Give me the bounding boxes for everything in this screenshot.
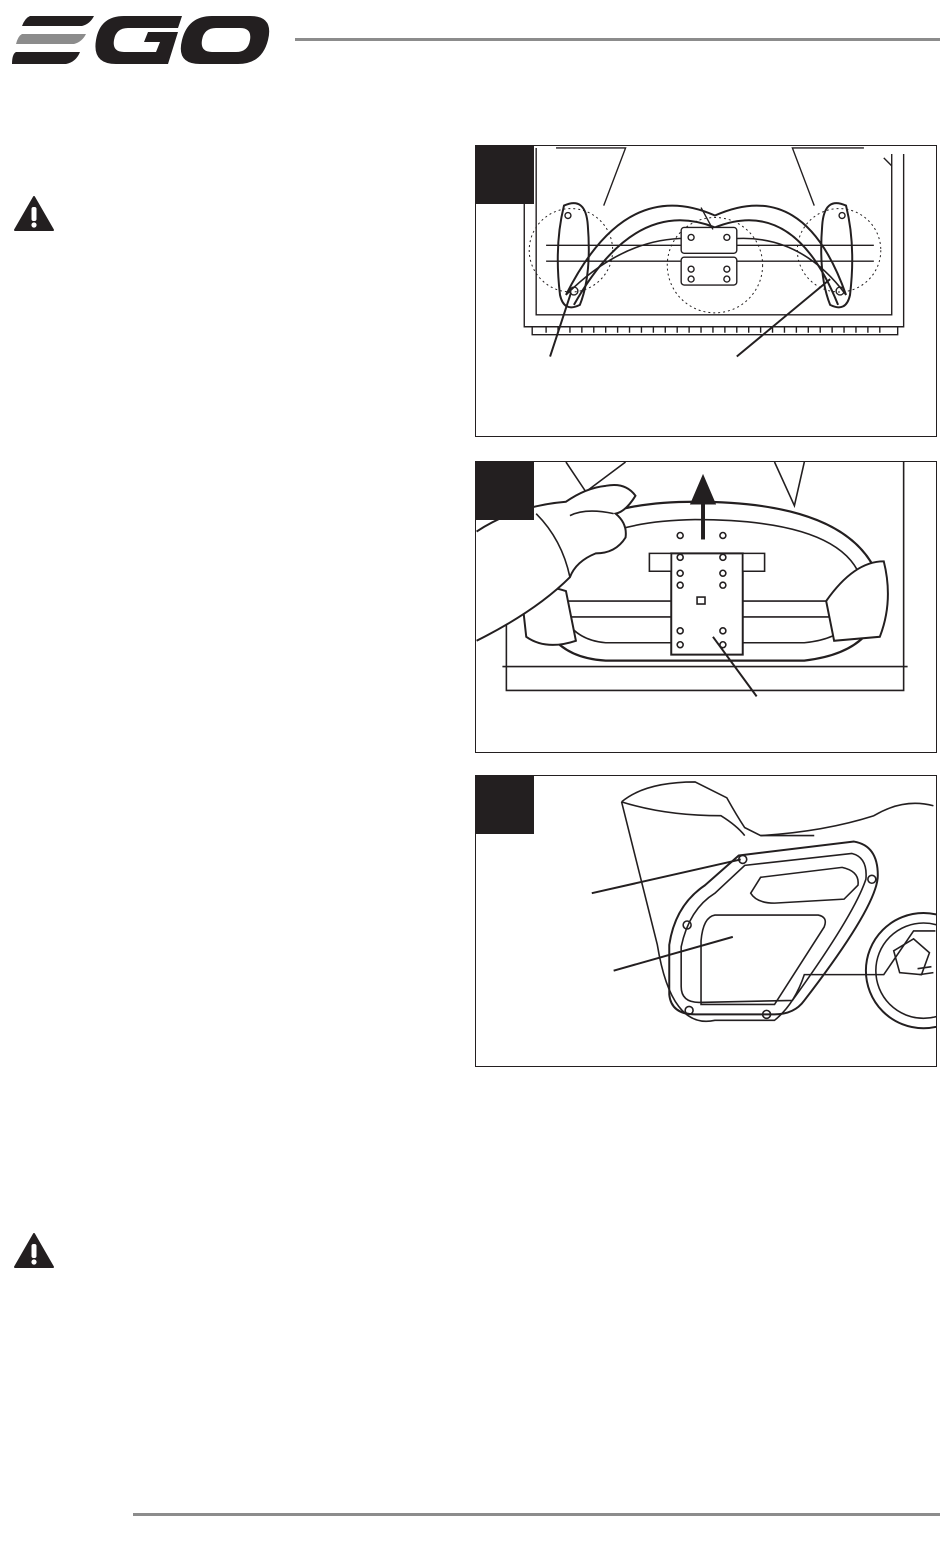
ego-logo [12,10,270,70]
footer-rule [133,1513,940,1516]
warning-triangle-icon [13,195,55,233]
side-cover-illustration [476,776,936,1066]
warning-triangle-icon [13,1232,55,1270]
lift-paddle-illustration [476,462,936,752]
header-rule [295,38,940,41]
figure-auger-paddles [475,145,937,437]
figure-side-cover [475,775,937,1067]
figure-number-tab [476,776,534,834]
figure-number-tab [476,462,534,520]
figure-lift-paddle [475,461,937,753]
auger-illustration [476,146,936,436]
figure-number-tab [476,146,534,204]
ego-logo-graphic [12,10,270,70]
